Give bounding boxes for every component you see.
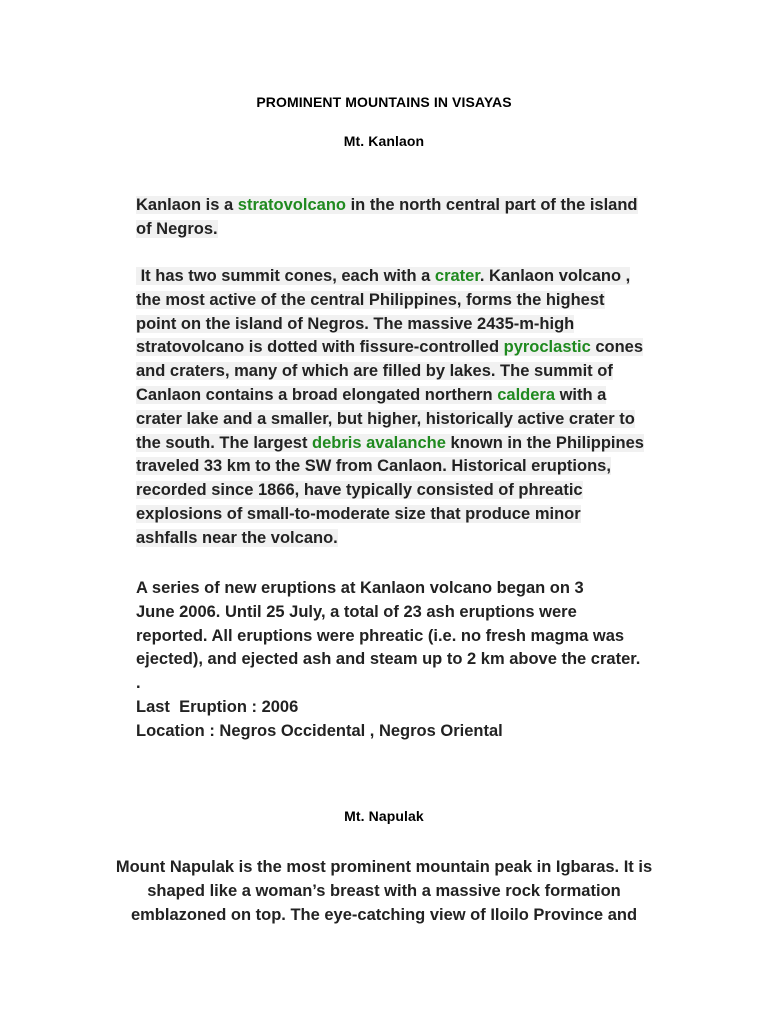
text-run: Kanlaon is a bbox=[136, 196, 238, 214]
text-line: ejected), and ejected ash and steam up to 2 km above the crater. bbox=[136, 650, 641, 669]
section-title-napulak: Mt. Napulak bbox=[344, 808, 424, 824]
paragraph-kanlaon-intro bbox=[136, 194, 696, 242]
text-run: Canlaon contains a broad elongated northern bbox=[136, 385, 498, 404]
link-debris-avalanche[interactable]: debris avalanche bbox=[312, 433, 446, 452]
text-line: ashfalls near the volcano. bbox=[136, 528, 338, 547]
paragraph-kanlaon-description bbox=[136, 265, 696, 551]
text-run: known in the Philippines bbox=[445, 433, 644, 452]
text-line: . bbox=[136, 674, 141, 693]
text-line: shaped like a woman’s breast with a massive rock formation bbox=[147, 881, 621, 900]
section-title-kanlaon: Mt. Kanlaon bbox=[343, 133, 425, 149]
text-run: cones bbox=[590, 338, 644, 357]
text-run: It has two summit cones, each with a bbox=[136, 267, 435, 285]
text-line: crater lake and a smaller, but higher, historically active crater to bbox=[136, 409, 635, 428]
paragraph-napulak bbox=[80, 856, 688, 927]
text-line: recorded since 1866, have typically consisted of phreatic bbox=[136, 481, 583, 500]
last-eruption: Last Eruption : 2006 bbox=[136, 697, 299, 716]
text-run: the south. The largest bbox=[136, 433, 313, 452]
text-line: point on the island of Negros. The massive 2435-m-high bbox=[136, 314, 575, 333]
link-stratovolcano[interactable]: stratovolcano bbox=[237, 196, 346, 214]
text-line: traveled 33 km to the SW from Canlaon. Historical eruptions, bbox=[136, 457, 611, 476]
paragraph-kanlaon-eruptions bbox=[136, 577, 696, 744]
text-line: emblazoned on top. The eye-catching view of Iloilo Province and bbox=[130, 905, 638, 924]
text-run: stratovolcano is dotted with fissure-controlled bbox=[136, 338, 504, 357]
text-line: explosions of small-to-moderate size that produce minor bbox=[136, 504, 581, 523]
link-caldera[interactable]: caldera bbox=[497, 385, 556, 404]
text-line: Mount Napulak is the most prominent mountain peak in Igbaras. It is bbox=[115, 858, 653, 876]
text-run: with a bbox=[555, 385, 607, 404]
text-line: A series of new eruptions at Kanlaon volcano began on 3 bbox=[136, 579, 584, 597]
link-crater[interactable]: crater bbox=[434, 267, 480, 285]
text-run: . Kanlaon volcano , bbox=[479, 267, 631, 285]
text-line: June 2006. Until 25 July, a total of 23 ash eruptions were bbox=[136, 602, 577, 621]
text-line: the most active of the central Philippines, forms the highest bbox=[136, 290, 605, 309]
text-line: of Negros. bbox=[136, 219, 218, 238]
document-heading: PROMINENT MOUNTAINS IN VISAYAS bbox=[256, 94, 512, 110]
text-line: and craters, many of which are filled by lakes. The summit of bbox=[136, 362, 613, 381]
location: Location : Negros Occidental , Negros Oriental bbox=[136, 721, 503, 740]
text-run: in the north central part of the island bbox=[345, 196, 638, 214]
text-line: reported. All eruptions were phreatic (i.e. no fresh magma was bbox=[136, 626, 625, 645]
link-pyroclastic[interactable]: pyroclastic bbox=[503, 338, 591, 357]
